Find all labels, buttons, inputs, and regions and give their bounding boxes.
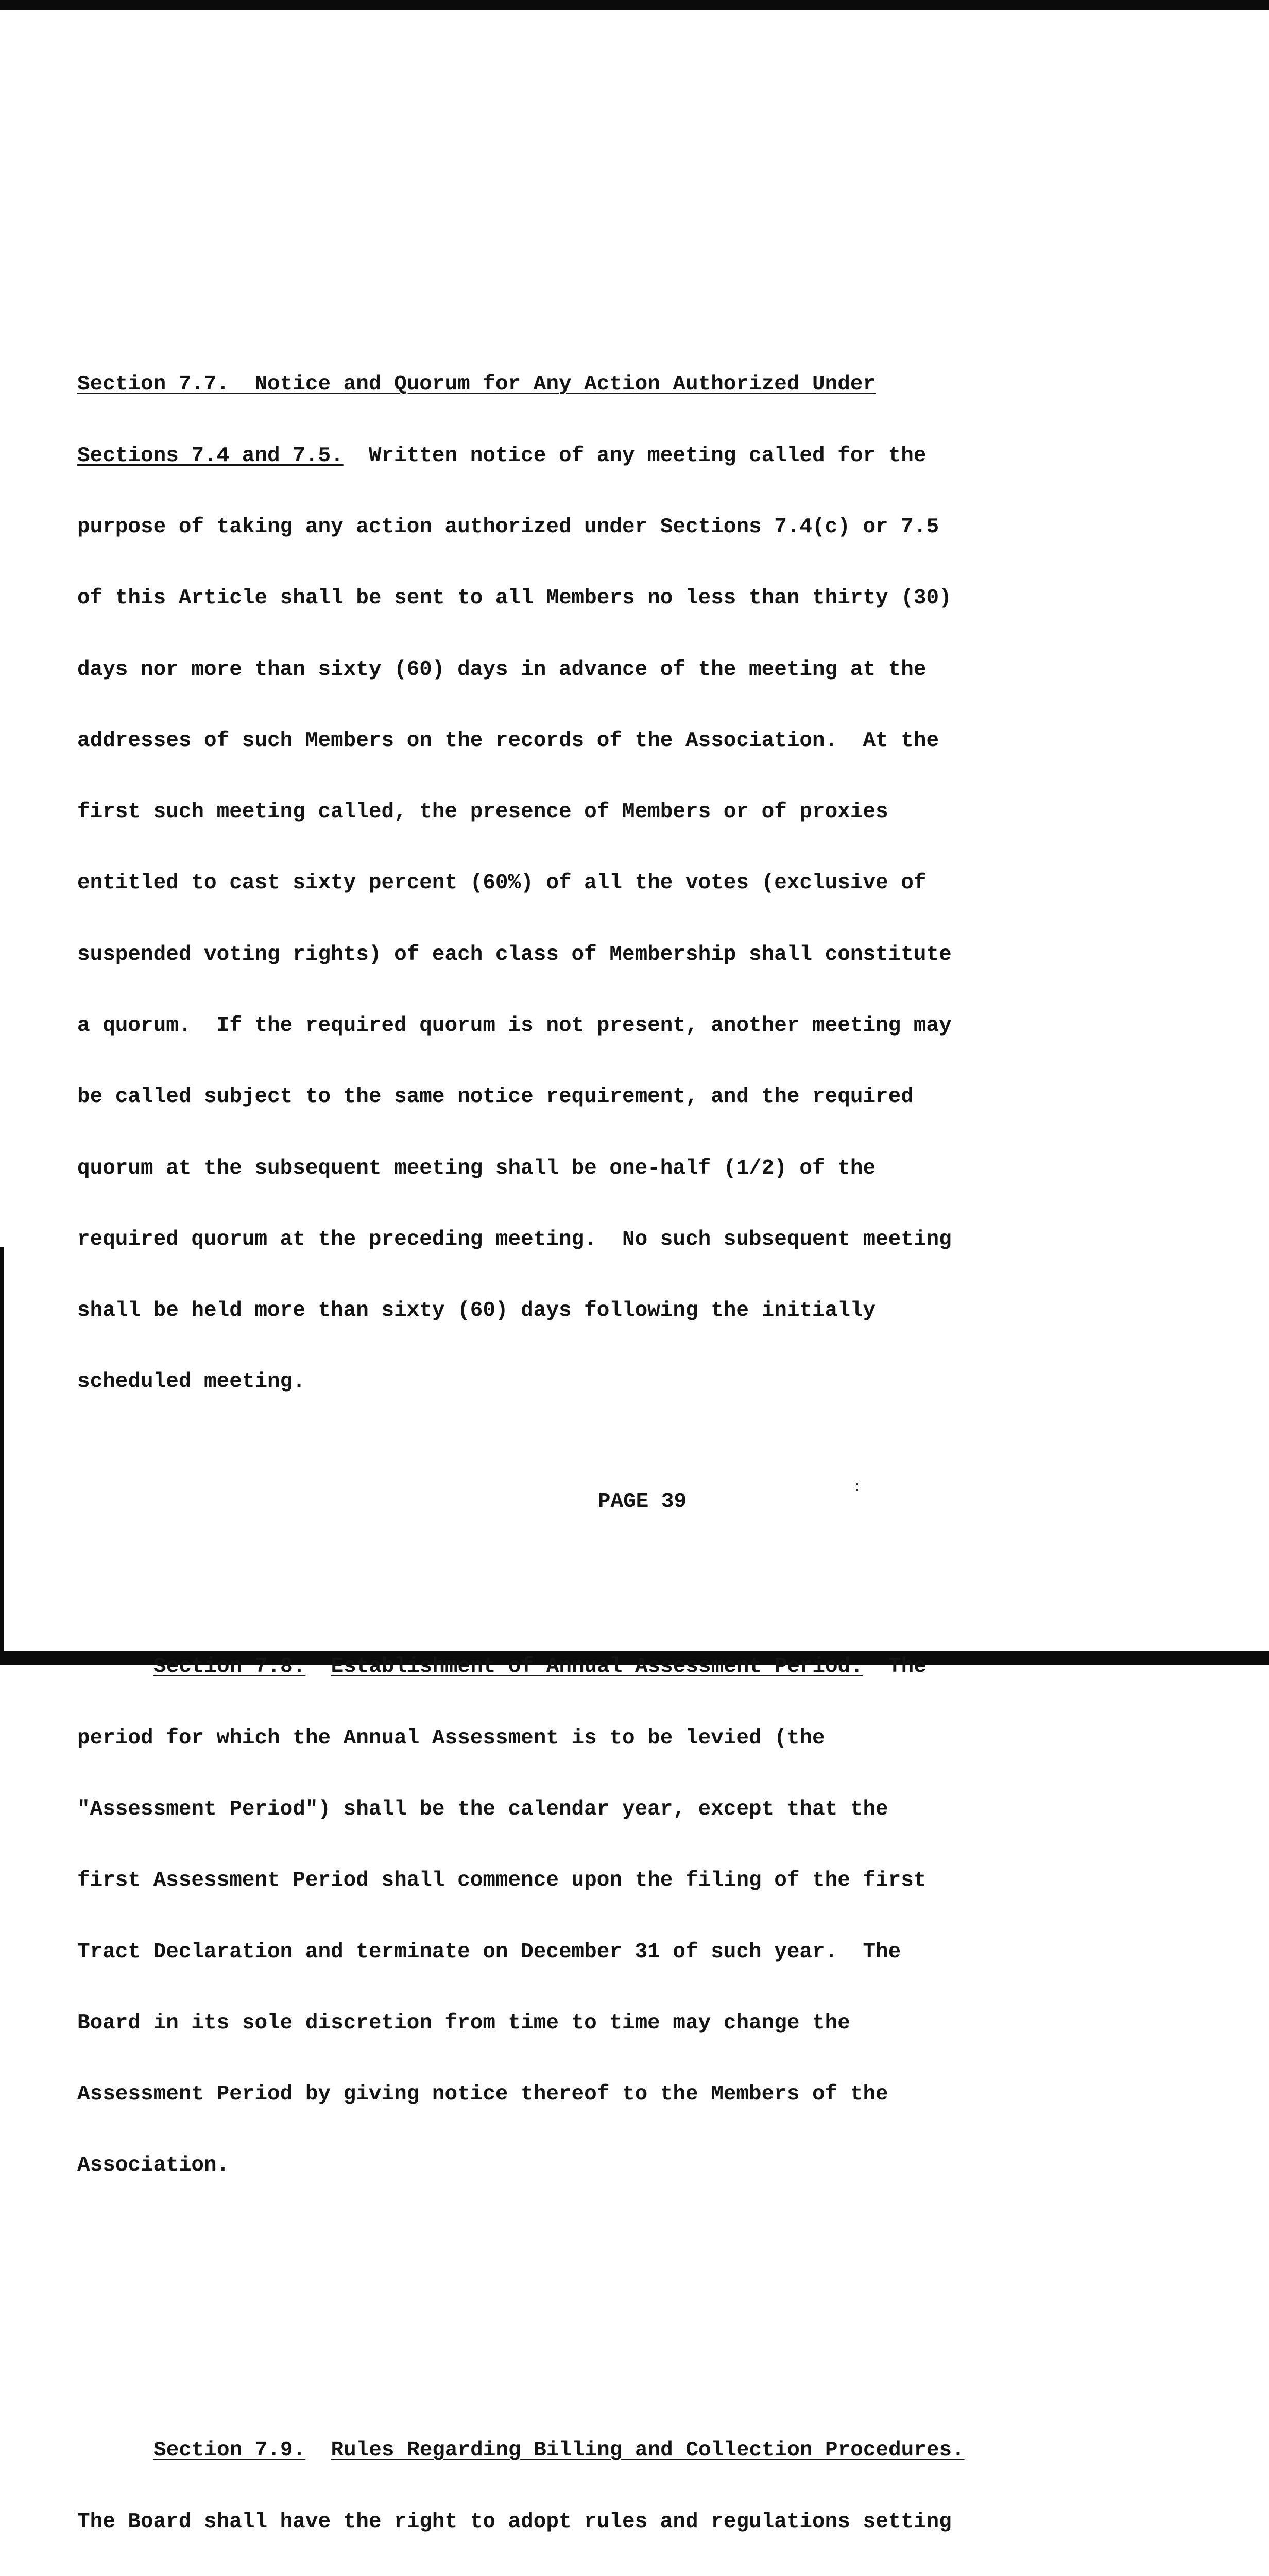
body-line: Written notice of any meeting called for the (343, 444, 927, 468)
section-7-8-title: Establishment of Annual Assessment Period. (331, 1655, 863, 1679)
page-number: PAGE 39 (597, 1490, 687, 1514)
scan-speck (856, 1483, 858, 1485)
body-line: first Assessment Period shall commence upon the filing of the first (77, 1869, 927, 1893)
body-line: days nor more than sixty (60) days in advance of the meeting at the (77, 657, 927, 682)
body-line: Assessment Period by giving notice thereof to the Members of the (77, 2082, 888, 2107)
section-7-8 (77, 1607, 1246, 2225)
body-line: quorum at the subsequent meeting shall be one-half (1/2) of the (77, 1156, 876, 1180)
body-line: suspended voting rights) of each class of Membership shall constitute (77, 942, 952, 967)
section-7-9-number: Section 7.9. (153, 2438, 306, 2463)
body-line: addresses of such Members on the records of the Association. At the (77, 728, 939, 753)
scan-border-left (0, 1247, 4, 1665)
body-line: shall be held more than sixty (60) days following the initially (77, 1299, 876, 1323)
section-7-7-heading: Section 7.7. Notice and Quorum for Any Action Authorized Under (77, 372, 876, 397)
section-7-7 (77, 325, 1246, 1441)
body-line: Tract Declaration and terminate on December 31 of such year. The (77, 1940, 901, 1964)
document-body (77, 254, 1246, 2576)
body-line: scheduled meeting. (77, 1370, 305, 1394)
body-line: of this Article shall be sent to all Members no less than thirty (30) (77, 586, 952, 611)
body-line: a quorum. If the required quorum is not present, another meeting may (77, 1014, 952, 1038)
body-line: be called subject to the same notice requirement, and the required (77, 1085, 914, 1109)
section-7-7-heading-cont: Sections 7.4 and 7.5. (77, 444, 344, 468)
body-line: entitled to cast sixty percent (60%) of all the votes (exclusive of (77, 871, 927, 895)
body-line: period for which the Annual Assessment is to be levied (the (77, 1726, 825, 1750)
body-line: Board in its sole discretion from time to time may change the (77, 2011, 850, 2035)
section-7-9-title: Rules Regarding Billing and Collection Procedures. (331, 2438, 965, 2463)
body-line: The Board shall have the right to adopt rules and regulations setting (77, 2510, 952, 2534)
body-line: purpose of taking any action authorized under Sections 7.4(c) or 7.5 (77, 515, 939, 539)
body-line: first such meeting called, the presence of Members or of proxies (77, 800, 888, 824)
body-line: The (863, 1655, 927, 1679)
body-line: Association. (77, 2154, 230, 2178)
section-7-9 (77, 2391, 1246, 2576)
body-line: "Assessment Period") shall be the calendar year, except that the (77, 1798, 888, 1821)
body-line: required quorum at the preceding meeting. No such subsequent meeting (77, 1227, 952, 1251)
scan-border-top (0, 0, 1269, 10)
section-7-8-number: Section 7.8. (153, 1655, 306, 1679)
